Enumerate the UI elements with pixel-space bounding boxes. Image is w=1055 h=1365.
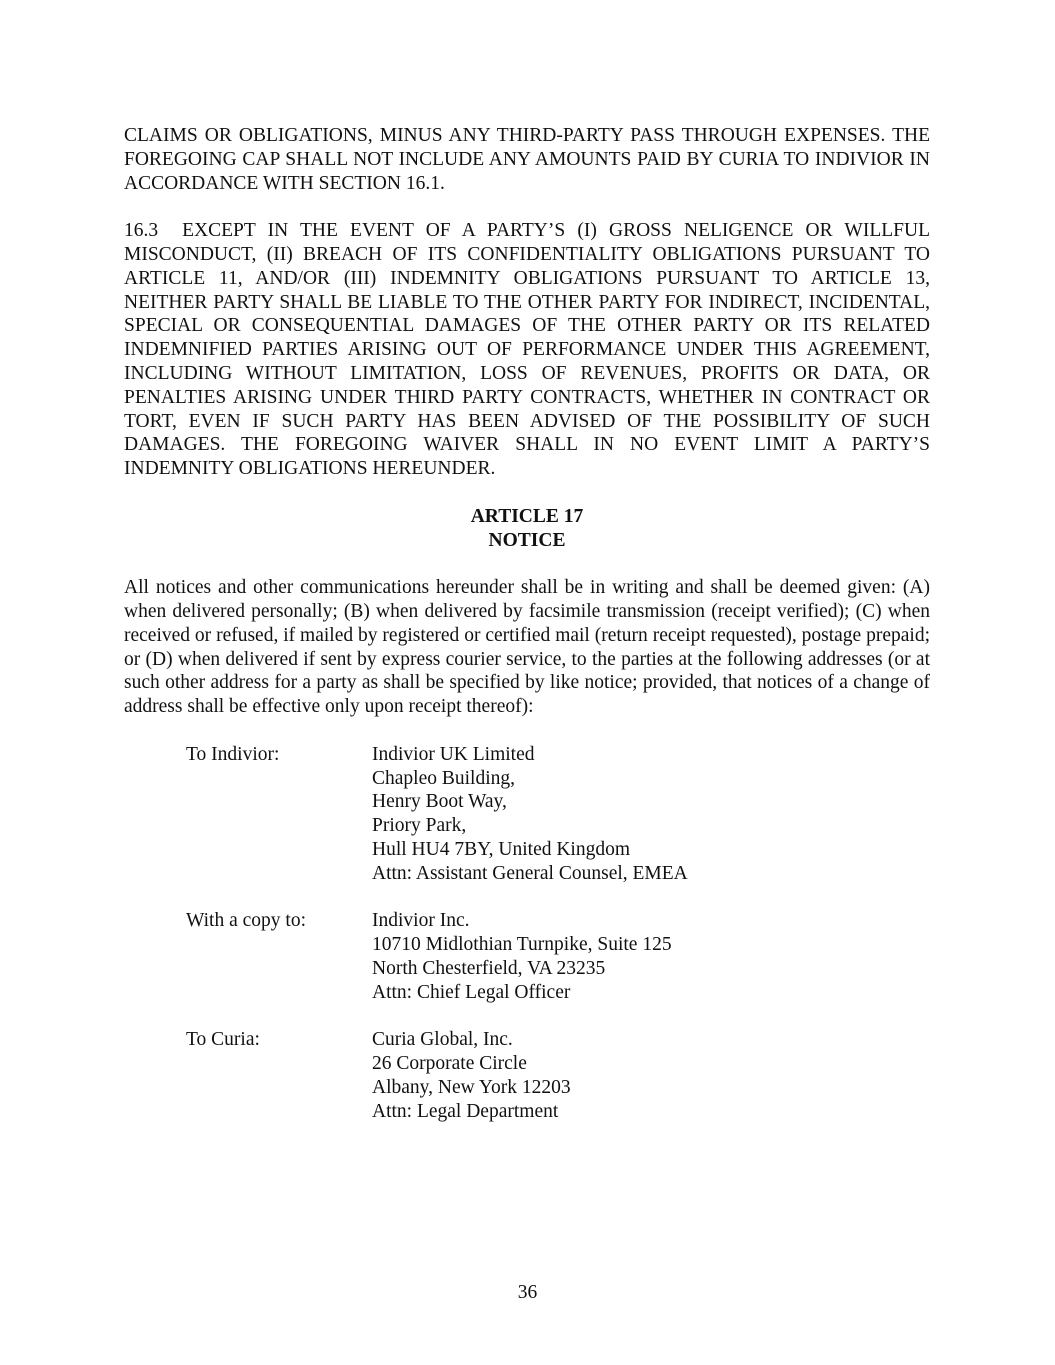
address-line: Attn: Legal Department [372,1100,559,1122]
address-label: With a copy to: [186,910,306,932]
address-block-indivior [124,743,930,886]
notice-paragraph: All notices and other communications hereunder shall be in writing and shall be deemed given: (A) when delivered personally; (B) when delivered by facsimile transmission (receipt verified); (C) when received or refused, if mailed by registered or certified mail (return receipt requested), postage prepaid; or (D) when delivered if sent by express courier service, to the parties at the following addresses (or at such other address for a party as shall be specified by like notice; provided, that notices of a change of address shall be effective only upon receipt thereof): [124,577,930,718]
article-number: ARTICLE 17 [470,505,584,527]
address-line: Chapleo Building, [372,767,515,789]
address-label: To Curia: [186,1029,260,1051]
address-line: Attn: Assistant General Counsel, EMEA [372,862,688,884]
spacer [124,719,930,743]
address-block-copy [124,909,930,1004]
address-label: To Indivior: [186,743,280,765]
spacer [124,481,930,505]
continuation-paragraph: CLAIMS OR OBLIGATIONS, MINUS ANY THIRD-PARTY PASS THROUGH EXPENSES. THE FOREGOING CAP SHALL NOT INCLUDE ANY AMOUNTS PAID BY CURIA TO INDIVIOR IN ACCORDANCE WITH SECTION 16.1. [124,125,930,194]
address-block-curia [124,1028,930,1123]
article-title: NOTICE [488,529,566,551]
address-lines [372,743,930,886]
address-line: 10710 Midlothian Turnpike, Suite 125 [372,934,672,956]
section-number: 16.3 [124,220,159,242]
address-line: Attn: Chief Legal Officer [372,981,571,1003]
spacer [124,1004,930,1028]
address-line: 26 Corporate Circle [372,1053,527,1075]
spacer [124,552,930,576]
address-lines [372,1028,930,1123]
address-line: Curia Global, Inc. [372,1029,513,1051]
document-page [124,124,930,1123]
spacer [124,886,930,910]
page-number: 36 [517,1282,538,1303]
section-16-3-paragraph [124,219,930,481]
address-line: Priory Park, [372,815,467,837]
address-lines [372,909,930,1004]
address-line: Hull HU4 7BY, United Kingdom [372,838,631,860]
spacer [124,195,930,219]
section-16-3-text: EXCEPT IN THE EVENT OF A PARTY’S (I) GROSS NELIGENCE OR WILLFUL MISCONDUCT, (II) BREACH OF ITS CONFIDENTIALITY OBLIGATIONS PURSUANT TO ARTICLE 11, AND/OR (III) INDEMNITY OBLIGATIONS PURSUANT TO ARTICLE 13, NEITHER PARTY SHALL BE LIABLE TO THE OTHER PARTY FOR INDIRECT, INCIDENTAL, SPECIAL OR CONSEQUENTIAL DAMAGES OF THE OTHER PARTY OR ITS RELATED INDEMNIFIED PARTIES ARISING OUT OF PERFORMANCE UNDER THIS AGREEMENT, INCLUDING WITHOUT LIMITATION, LOSS OF REVENUES, PROFITS OR DATA, OR PENALTIES ARISING UNDER THIRD PARTY CONTRACTS, WHETHER IN CONTRACT OR TORT, EVEN IF SUCH PARTY HAS BEEN ADVISED OF THE POSSIBILITY OF SUCH DAMAGES. THE FOREGOING WAIVER SHALL IN NO EVENT LIMIT A PARTY’S INDEMNITY OBLIGATIONS HEREUNDER. [124,220,930,480]
address-line: Indivior Inc. [372,910,470,932]
address-line: Indivior UK Limited [372,743,535,765]
address-line: Albany, New York 12203 [372,1076,571,1098]
address-line: North Chesterfield, VA 23235 [372,957,606,979]
address-line: Henry Boot Way, [372,791,507,813]
